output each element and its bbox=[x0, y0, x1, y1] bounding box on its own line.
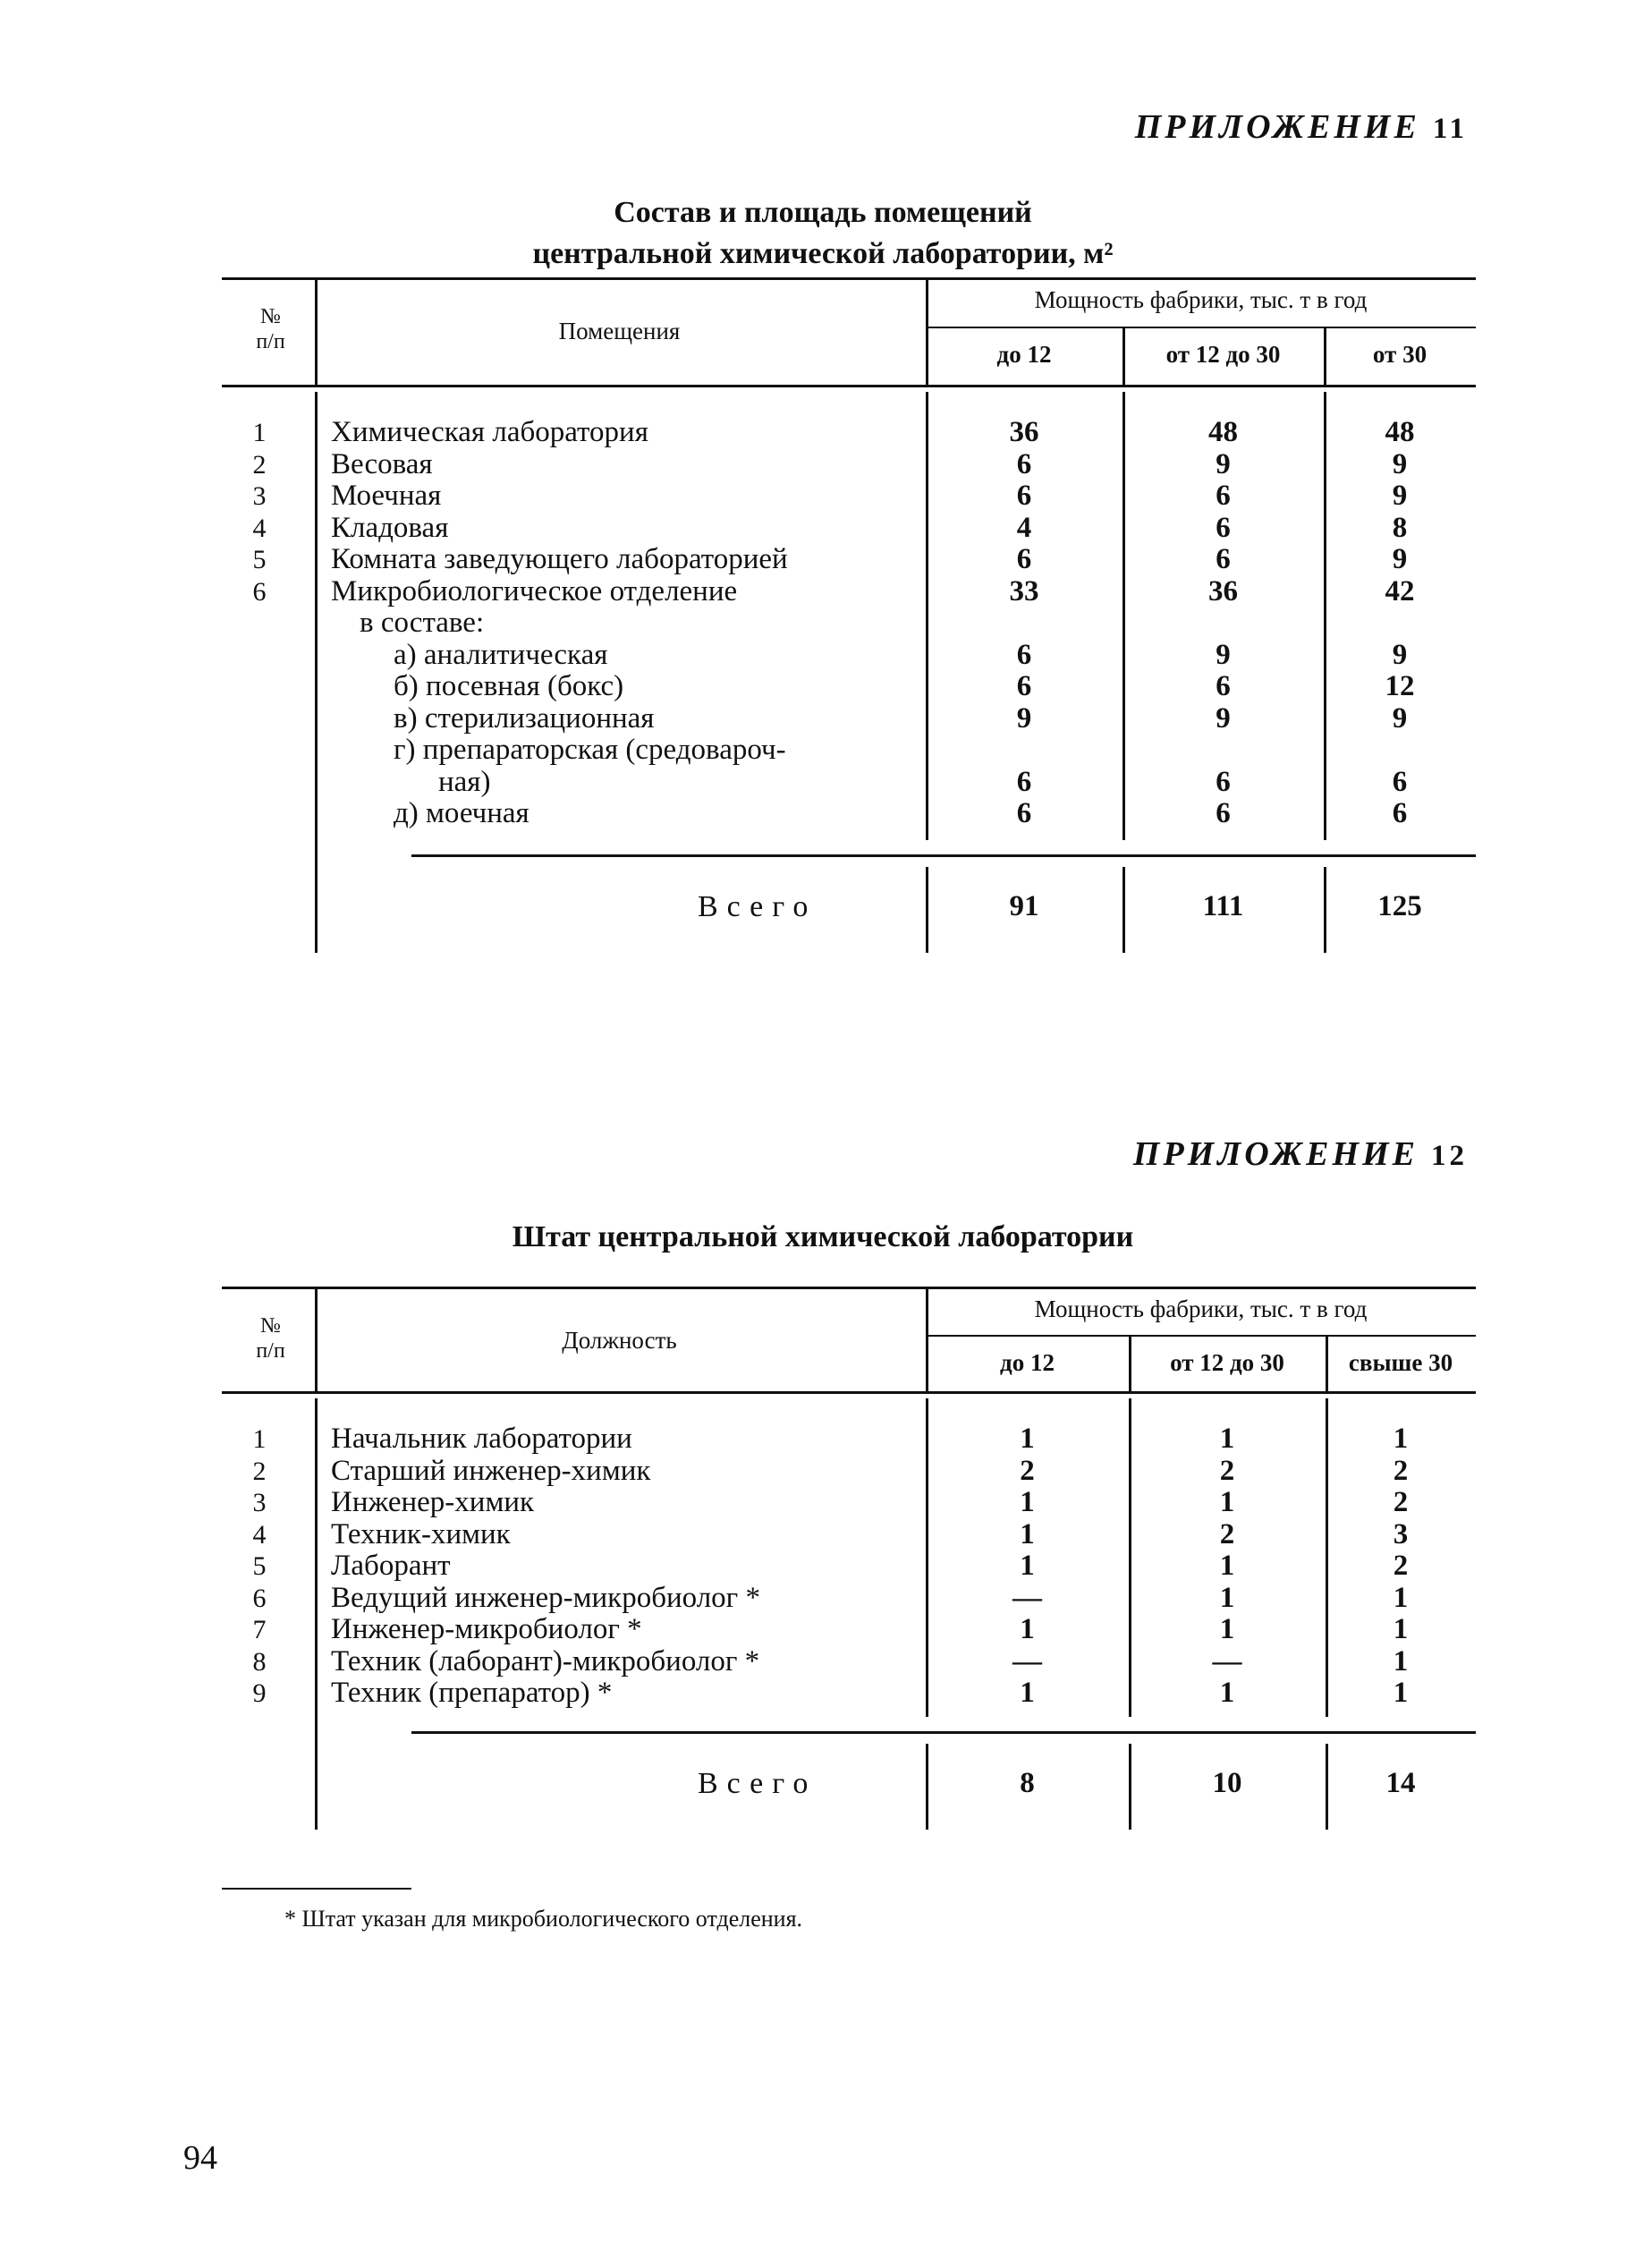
appendix-12-label: ПРИЛОЖЕНИЕ bbox=[1132, 1135, 1419, 1173]
appendix-11-row-value-col3: 9 bbox=[1392, 701, 1408, 735]
appendix-12-row-name: Техник (препаратор) * bbox=[331, 1677, 613, 1709]
appendix-11-row-name: в составе: bbox=[360, 607, 485, 639]
appendix-11-row-name: а) аналитическая bbox=[394, 638, 608, 671]
appendix-12-row-value-col3: 1 bbox=[1393, 1644, 1409, 1678]
appendix-12-row-value-col2: 2 bbox=[1219, 1454, 1235, 1487]
appendix-11-row-value-col1: 6 bbox=[1016, 797, 1032, 829]
appendix-12-row-value-col1: 1 bbox=[1020, 1550, 1035, 1582]
appendix-12-row-name: Ведущий инженер-микробиолог * bbox=[331, 1581, 760, 1614]
appendix-12-row-num: 7 bbox=[252, 1615, 267, 1644]
footnote-separator bbox=[222, 1888, 411, 1890]
appendix-12-header-bottom-rule bbox=[222, 1391, 1476, 1394]
appendix-12-row-name: Инженер-химик bbox=[331, 1486, 535, 1518]
appendix-11-row-value-col2: 48 bbox=[1208, 416, 1238, 448]
appendix-11-row-value-col3: 6 bbox=[1392, 765, 1408, 798]
appendix-11-number: 11 bbox=[1432, 113, 1468, 145]
appendix-12-row-value-col1: — bbox=[1012, 1644, 1042, 1678]
page-number: 94 bbox=[183, 2139, 217, 2177]
appendix-12-row-value-col3: 2 bbox=[1393, 1486, 1409, 1518]
appendix-11-row-value-col1: 33 bbox=[1009, 574, 1039, 607]
appendix-12-row-num: 6 bbox=[252, 1583, 267, 1613]
appendix-11-title-line1: Состав и площадь помещений bbox=[614, 196, 1032, 229]
appendix-12-row-value-col2: 2 bbox=[1219, 1517, 1235, 1550]
appendix-12-total-label: Всего bbox=[698, 1767, 818, 1800]
appendix-12-row-name: Начальник лаборатории bbox=[331, 1423, 632, 1455]
appendix-11-row-value-col3: 8 bbox=[1392, 511, 1408, 544]
appendix-11-row-name: б) посевная (бокс) bbox=[394, 670, 624, 702]
appendix-12-header-num-line1: № bbox=[260, 1314, 281, 1338]
appendix-12-row-num: 4 bbox=[252, 1519, 267, 1550]
appendix-11-row-value-col3: 9 bbox=[1392, 543, 1408, 575]
appendix-11-row-value-col1: 6 bbox=[1016, 765, 1032, 798]
appendix-11-header-num-line2: п/п bbox=[256, 330, 285, 353]
appendix-12-row-value-col1: — bbox=[1012, 1581, 1042, 1614]
appendix-12-header-col2: от 12 до 30 bbox=[1170, 1349, 1284, 1376]
appendix-11-row-value-col3: 12 bbox=[1385, 670, 1415, 702]
appendix-12-row-value-col1: 1 bbox=[1020, 1423, 1035, 1455]
appendix-11-row-num: 5 bbox=[252, 545, 267, 574]
appendix-11-row-value-col1: 6 bbox=[1016, 638, 1032, 671]
appendix-11-row-name: ная) bbox=[438, 765, 491, 798]
appendix-11-row-value-col1: 4 bbox=[1016, 511, 1032, 544]
appendix-12-row-value-col2: 1 bbox=[1219, 1613, 1235, 1645]
appendix-11-row-value-col2: 6 bbox=[1216, 765, 1231, 798]
appendix-12-row-name: Лаборант bbox=[331, 1550, 451, 1582]
appendix-12-row-value-col2: 1 bbox=[1219, 1550, 1235, 1582]
appendix-11-row-value-col3: 48 bbox=[1385, 416, 1415, 448]
appendix-11-label: ПРИЛОЖЕНИЕ bbox=[1134, 108, 1420, 146]
appendix-11-row-num: 1 bbox=[252, 418, 267, 447]
appendix-11-row-name: д) моечная bbox=[394, 797, 529, 829]
appendix-12-header-capacity: Мощность фабрики, тыс. т в год bbox=[1034, 1295, 1368, 1322]
appendix-11-row-value-col2: 9 bbox=[1216, 638, 1231, 671]
appendix-12-row-name: Техник-химик bbox=[331, 1517, 511, 1550]
appendix-12-row-value-col3: 2 bbox=[1393, 1454, 1409, 1487]
appendix-12-row-num: 2 bbox=[252, 1456, 267, 1486]
appendix-11-row-name: г) препараторская (средовароч- bbox=[394, 734, 786, 766]
appendix-12-row-value-col2: 1 bbox=[1219, 1423, 1235, 1455]
appendix-12-header-col3: свыше 30 bbox=[1348, 1349, 1453, 1376]
appendix-11-row-value-col2: 36 bbox=[1208, 574, 1238, 607]
appendix-12-total-col3: 14 bbox=[1385, 1767, 1416, 1799]
appendix-12-row-num: 1 bbox=[252, 1424, 267, 1454]
appendix-11-total-col3: 125 bbox=[1377, 890, 1422, 922]
appendix-11-row-name: в) стерилизационная bbox=[394, 701, 655, 735]
appendix-12-row-num: 5 bbox=[252, 1551, 267, 1581]
appendix-11-title-line2: центральной химической лаборатории, м² bbox=[532, 237, 1114, 270]
appendix-12-row-value-col3: 2 bbox=[1393, 1550, 1409, 1582]
appendix-11-row-value-col1: 6 bbox=[1016, 670, 1032, 702]
appendix-12-top-rule bbox=[222, 1287, 1476, 1289]
appendix-12-row-num: 3 bbox=[252, 1488, 267, 1517]
appendix-11-row-value-col2: 6 bbox=[1216, 480, 1231, 512]
appendix-12-total-col1: 8 bbox=[1020, 1767, 1035, 1799]
appendix-11-row-name: Кладовая bbox=[331, 511, 449, 544]
appendix-11-row-value-col1: 36 bbox=[1009, 416, 1039, 448]
appendix-11-row-value-col1: 6 bbox=[1016, 480, 1032, 512]
appendix-11-header-col2: от 12 до 30 bbox=[1165, 341, 1281, 368]
appendix-12-vline-num bbox=[315, 1398, 318, 1830]
footnote: * Штат указан для микробиологического отделения. bbox=[284, 1906, 803, 1932]
appendix-12-header-name: Должность bbox=[562, 1327, 677, 1354]
appendix-12-number: 12 bbox=[1431, 1140, 1468, 1172]
appendix-11-row-value-col1: 6 bbox=[1016, 543, 1032, 575]
appendix-11-row-name: Весовая bbox=[331, 447, 433, 480]
appendix-11-row-value-col2: 9 bbox=[1216, 447, 1231, 480]
appendix-12-title: Штат центральной химической лаборатории bbox=[512, 1220, 1134, 1253]
appendix-12-row-num: 8 bbox=[252, 1646, 267, 1677]
appendix-12-row-value-col2: 1 bbox=[1219, 1486, 1235, 1518]
appendix-12-row-value-col3: 1 bbox=[1393, 1581, 1409, 1614]
appendix-12-row-num: 9 bbox=[252, 1678, 267, 1708]
appendix-11-row-num: 4 bbox=[252, 513, 267, 543]
appendix-11-header-col1: до 12 bbox=[996, 341, 1052, 368]
appendix-11-row-num: 2 bbox=[252, 449, 267, 480]
appendix-12-header-col1: до 12 bbox=[1000, 1349, 1055, 1376]
appendix-11-total-col1: 91 bbox=[1009, 890, 1039, 922]
appendix-12-row-value-col3: 1 bbox=[1393, 1613, 1409, 1645]
appendix-11-row-name: Комната заведующего лабораторией bbox=[331, 543, 788, 575]
appendix-12-total-rule bbox=[411, 1731, 1476, 1734]
appendix-12-row-name: Старший инженер-химик bbox=[331, 1454, 651, 1487]
appendix-12-header-num-line2: п/п bbox=[256, 1339, 285, 1363]
appendix-12-header-rule bbox=[926, 1335, 1476, 1337]
appendix-12-row-value-col2: 1 bbox=[1219, 1677, 1235, 1709]
appendix-12-row-value-col1: 1 bbox=[1020, 1613, 1035, 1645]
appendix-12-row-value-col3: 1 bbox=[1393, 1423, 1409, 1455]
appendix-11-row-value-col2: 9 bbox=[1216, 701, 1231, 735]
appendix-11-row-value-col1: 6 bbox=[1016, 447, 1032, 480]
appendix-11-row-value-col1: 9 bbox=[1016, 701, 1032, 735]
appendix-11-row-value-col2: 6 bbox=[1216, 511, 1231, 544]
appendix-11-row-num: 3 bbox=[252, 481, 267, 511]
appendix-11-row-name: Моечная bbox=[331, 480, 442, 512]
appendix-12-row-value-col1: 2 bbox=[1020, 1454, 1035, 1487]
appendix-12-row-value-col3: 3 bbox=[1393, 1517, 1409, 1550]
appendix-11-header-capacity: Мощность фабрики, тыс. т в год bbox=[1034, 286, 1368, 313]
appendix-11-header-name: Помещения bbox=[558, 318, 681, 344]
appendix-11-row-value-col2: 6 bbox=[1216, 543, 1231, 575]
appendix-12-row-value-col1: 1 bbox=[1020, 1486, 1035, 1518]
appendix-12-total-col2: 10 bbox=[1212, 1767, 1242, 1799]
appendix-11-row-value-col2: 6 bbox=[1216, 797, 1231, 829]
appendix-11-row-num: 6 bbox=[252, 576, 267, 607]
appendix-12-row-value-col2: — bbox=[1212, 1644, 1242, 1678]
appendix-11-row-value-col3: 9 bbox=[1392, 480, 1408, 512]
appendix-11-row-value-col3: 42 bbox=[1385, 574, 1415, 607]
appendix-11-total-label: Всего bbox=[698, 890, 818, 923]
appendix-11-row-name: Микробиологическое отделение bbox=[331, 574, 738, 607]
appendix-12-row-value-col1: 1 bbox=[1020, 1517, 1035, 1550]
appendix-11-row-value-col3: 6 bbox=[1392, 797, 1408, 829]
appendix-12-row-value-col1: 1 bbox=[1020, 1677, 1035, 1709]
appendix-11-row-value-col3: 9 bbox=[1392, 638, 1408, 671]
appendix-11-row-name: Химическая лаборатория bbox=[331, 416, 648, 448]
appendix-11-total-col2: 111 bbox=[1202, 890, 1244, 922]
appendix-11-header-num-line1: № bbox=[260, 305, 281, 328]
appendix-11-header-col3: от 30 bbox=[1372, 341, 1427, 368]
appendix-12-row-name: Инженер-микробиолог * bbox=[331, 1613, 642, 1645]
appendix-12-row-value-col2: 1 bbox=[1219, 1581, 1235, 1614]
appendix-12-row-value-col3: 1 bbox=[1393, 1677, 1409, 1709]
appendix-11-row-value-col2: 6 bbox=[1216, 670, 1231, 702]
appendix-11-row-value-col3: 9 bbox=[1392, 447, 1408, 480]
appendix-12-row-name: Техник (лаборант)-микробиолог * bbox=[331, 1644, 760, 1678]
